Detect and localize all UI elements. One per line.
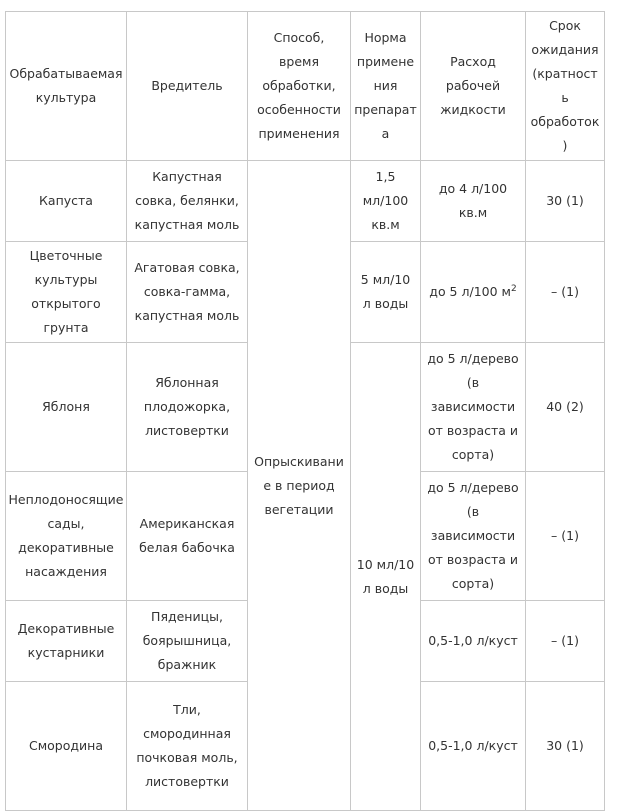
consumption-cell xyxy=(421,242,526,343)
norm-cell: 1,5 мл/100 кв.м xyxy=(351,161,421,242)
norm-cell: 10 мл/10 л воды xyxy=(351,343,421,811)
crop-cell: Смородина xyxy=(6,682,127,811)
pest-cell: Агатовая совка, совка-гамма, капустная моль xyxy=(127,242,248,343)
consumption-cell: 0,5-1,0 л/куст xyxy=(421,682,526,811)
consumption-cell: до 5 л/дерево (в зависимости от возраста и сорта) xyxy=(421,343,526,472)
table-row xyxy=(6,161,605,242)
header-pest: Вредитель xyxy=(127,12,248,161)
header-method: Способ, время обработки, особенности применения xyxy=(248,12,351,161)
consumption-cell: до 5 л/дерево (в зависимости от возраста и сорта) xyxy=(421,472,526,601)
waiting-cell: – (1) xyxy=(526,472,605,601)
crop-cell: Яблоня xyxy=(6,343,127,472)
pest-cell: Тли, смородинная почковая моль, листовертки xyxy=(127,682,248,811)
pest-cell: Яблонная плодожорка, листовертки xyxy=(127,343,248,472)
waiting-cell: 30 (1) xyxy=(526,161,605,242)
pest-cell: Американская белая бабочка xyxy=(127,472,248,601)
header-row xyxy=(6,12,605,161)
pest-cell: Капустная совка, белянки, капустная моль xyxy=(127,161,248,242)
waiting-cell: – (1) xyxy=(526,601,605,682)
crop-cell: Цветочные культуры открытого грунта xyxy=(6,242,127,343)
method-cell: Опрыскивание в период вегетации xyxy=(248,161,351,811)
header-waiting: Срок ожидания (кратность обработок) xyxy=(526,12,605,161)
crop-cell: Капуста xyxy=(6,161,127,242)
crop-cell: Неплодоносящие сады, декоративные насаждения xyxy=(6,472,127,601)
waiting-cell: 30 (1) xyxy=(526,682,605,811)
header-consumption: Расход рабочей жидкости xyxy=(421,12,526,161)
consumption-cell: до 4 л/100 кв.м xyxy=(421,161,526,242)
header-crop: Обрабатываемая культура xyxy=(6,12,127,161)
waiting-cell: – (1) xyxy=(526,242,605,343)
consumption-cell: 0,5-1,0 л/куст xyxy=(421,601,526,682)
header-norm xyxy=(351,12,421,161)
pesticide-application-table xyxy=(5,11,605,811)
norm-cell: 5 мл/10 л воды xyxy=(351,242,421,343)
pest-cell: Пяденицы, боярышница, бражник xyxy=(127,601,248,682)
waiting-cell: 40 (2) xyxy=(526,343,605,472)
superscript: 2 xyxy=(510,283,517,294)
consumption-text: до 5 л/100 м xyxy=(429,284,511,299)
header-norm-text: Норма применения препарата xyxy=(354,30,417,141)
crop-cell: Декоративные кустарники xyxy=(6,601,127,682)
